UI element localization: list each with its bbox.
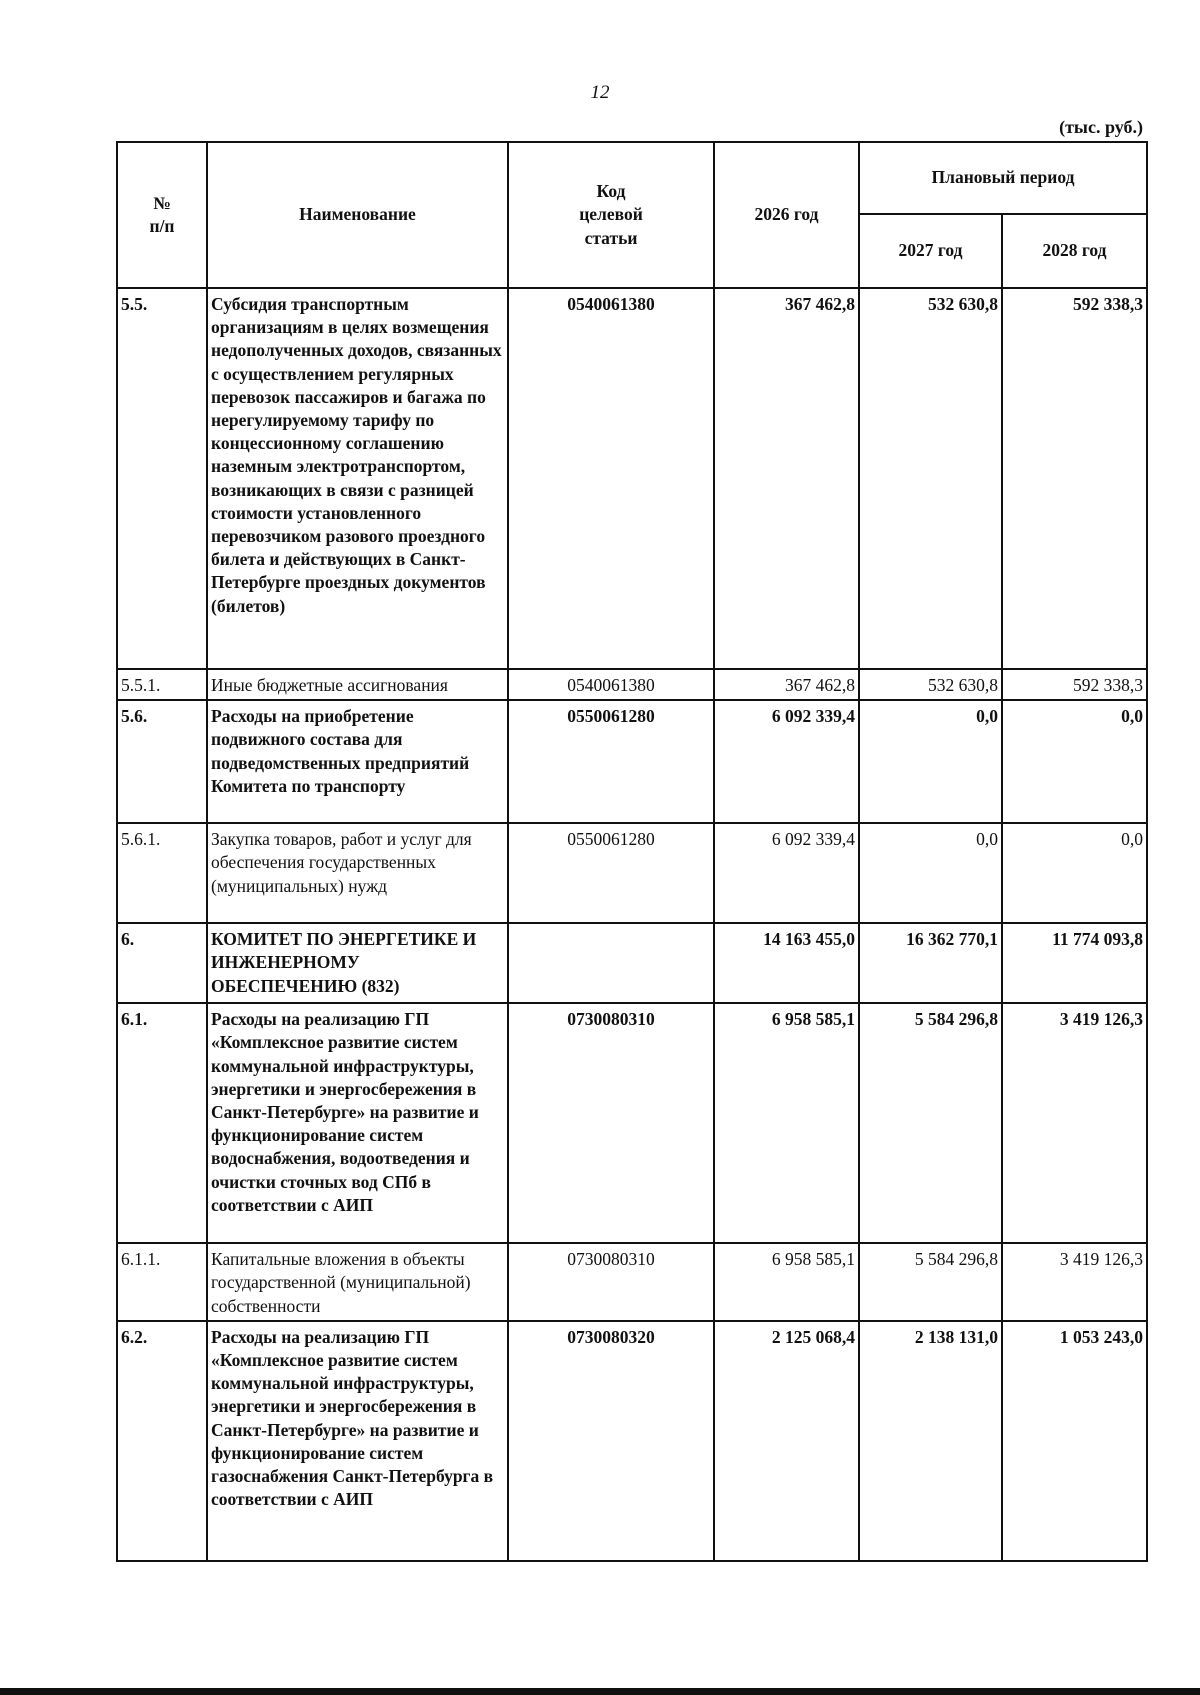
row-2027: 2 138 131,0 [859, 1321, 1002, 1561]
units-label: (тыс. руб.) [1059, 117, 1143, 137]
table-row [117, 1003, 1147, 1243]
header-code: Код целевой статьи [508, 142, 714, 288]
header-number: № п/п [117, 142, 207, 288]
row-name: КОМИТЕТ ПО ЭНЕРГЕТИКЕ И ИНЖЕНЕРНОМУ ОБЕСПЕЧЕНИЮ (832) [207, 923, 508, 1003]
row-2026: 6 092 339,4 [714, 700, 859, 823]
row-number: 5.6. [117, 700, 207, 823]
row-2028: 1 053 243,0 [1002, 1321, 1147, 1561]
header-2026: 2026 год [714, 142, 859, 288]
row-2026: 6 958 585,1 [714, 1003, 859, 1243]
row-2027: 532 630,8 [859, 669, 1002, 700]
row-2028: 0,0 [1002, 823, 1147, 923]
row-2027: 5 584 296,8 [859, 1003, 1002, 1243]
header-planned-period: Плановый период [859, 142, 1147, 214]
row-name: Расходы на приобретение подвижного состава для подведомственных предприятий Комитета по транспорту [207, 700, 508, 823]
row-2026: 2 125 068,4 [714, 1321, 859, 1561]
row-2026: 14 163 455,0 [714, 923, 859, 1003]
row-name: Капитальные вложения в объекты государственной (муниципальной) собственности [207, 1243, 508, 1321]
row-name: Расходы на реализацию ГП «Комплексное развитие систем коммунальной инфраструктуры, энергетики и энергосбережения в Санкт-Петербурге» на развитие и функционирование систем водоснабжения, водоотведения и очистки сточных вод СПб в соответствии с АИП [207, 1003, 508, 1243]
table-row [117, 1243, 1147, 1321]
row-code: 0730080310 [508, 1003, 714, 1243]
table-row [117, 700, 1147, 823]
row-code: 0540061380 [508, 669, 714, 700]
table-row [117, 669, 1147, 700]
budget-table [116, 141, 1148, 1562]
row-2028: 3 419 126,3 [1002, 1003, 1147, 1243]
row-number: 6.1.1. [117, 1243, 207, 1321]
row-code: 0540061380 [508, 288, 714, 669]
row-number: 5.5.1. [117, 669, 207, 700]
scan-bottom-edge [0, 1688, 1200, 1695]
row-number: 6.2. [117, 1321, 207, 1561]
row-name: Субсидия транспортным организациям в целях возмещения недополученных доходов, связанных с осуществлением регулярных перевозок пассажиров и багажа по нерегулируемому тарифу по концессионному соглашению наземным электротранспортом, возникающих в связи с разницей стоимости установленного перевозчиком разового проездного билета и действующих в Санкт-Петербурге проездных документов (билетов) [207, 288, 508, 669]
row-2026: 367 462,8 [714, 669, 859, 700]
row-2027: 0,0 [859, 700, 1002, 823]
row-code [508, 923, 714, 1003]
row-2028: 3 419 126,3 [1002, 1243, 1147, 1321]
row-2028: 0,0 [1002, 700, 1147, 823]
row-2027: 0,0 [859, 823, 1002, 923]
row-2026: 367 462,8 [714, 288, 859, 669]
table-row [117, 1321, 1147, 1561]
row-code: 0730080320 [508, 1321, 714, 1561]
row-2027: 5 584 296,8 [859, 1243, 1002, 1321]
row-code: 0730080310 [508, 1243, 714, 1321]
row-number: 5.5. [117, 288, 207, 669]
row-2026: 6 958 585,1 [714, 1243, 859, 1321]
table-row [117, 923, 1147, 1003]
row-code: 0550061280 [508, 823, 714, 923]
page-number: 12 [590, 82, 610, 103]
row-name: Иные бюджетные ассигнования [207, 669, 508, 700]
row-2028: 592 338,3 [1002, 288, 1147, 669]
row-code: 0550061280 [508, 700, 714, 823]
row-number: 6. [117, 923, 207, 1003]
header-2027: 2027 год [859, 214, 1002, 288]
row-2026: 6 092 339,4 [714, 823, 859, 923]
header-2028: 2028 год [1002, 214, 1147, 288]
header-name: Наименование [207, 142, 508, 288]
table-row [117, 823, 1147, 923]
row-number: 6.1. [117, 1003, 207, 1243]
row-name: Расходы на реализацию ГП «Комплексное развитие систем коммунальной инфраструктуры, энергетики и энергосбережения в Санкт-Петербурге» на развитие и функционирование систем газоснабжения Санкт-Петербурга в соответствии с АИП [207, 1321, 508, 1561]
row-2028: 11 774 093,8 [1002, 923, 1147, 1003]
row-2027: 532 630,8 [859, 288, 1002, 669]
row-2028: 592 338,3 [1002, 669, 1147, 700]
table-row [117, 288, 1147, 669]
row-2027: 16 362 770,1 [859, 923, 1002, 1003]
row-number: 5.6.1. [117, 823, 207, 923]
row-name: Закупка товаров, работ и услуг для обеспечения государственных (муниципальных) нужд [207, 823, 508, 923]
